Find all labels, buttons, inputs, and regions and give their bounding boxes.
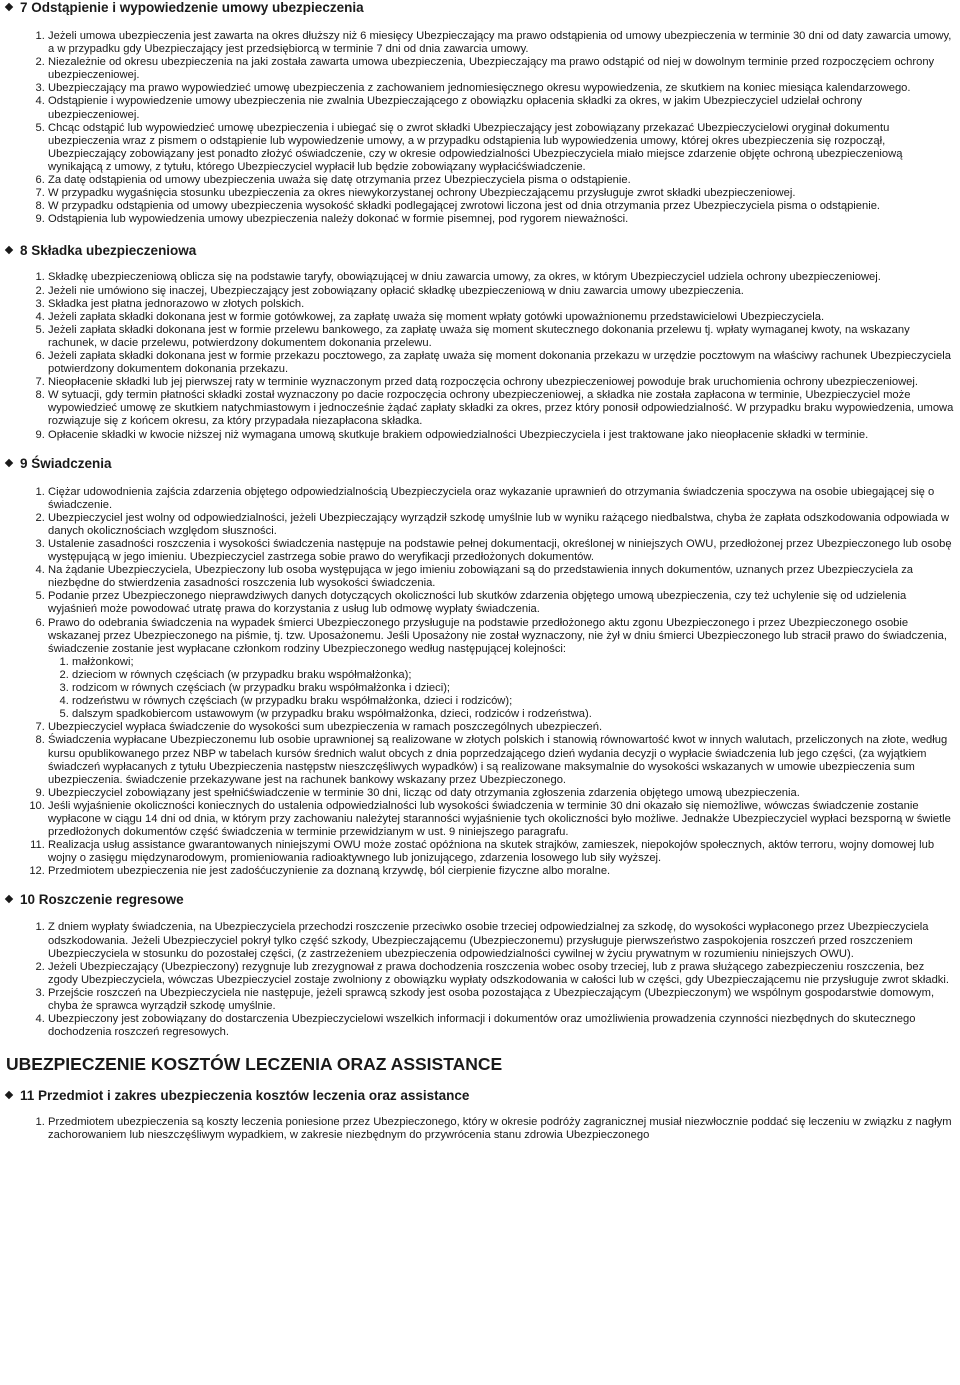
list-item: 4. Na żądanie Ubezpieczyciela, Ubezpieczony lub osoba występująca w jego imieniu zobowiązani są do przedstawienia innych dokumentów, uznanych przez Ubezpieczyciela za niezbędne do stwierdzenia zasadności roszczenia lub wysokości świadczenia. <box>48 564 956 590</box>
list-item: 11. Realizacja usług assistance gwarantowanych niniejszymi OWU może zostać opóźniona na skutek strajków, zamieszek, niepokojów społecznych, aktów terroru, wojny domowej lub wojny o zasięgu międzynarodowym, promieniowania radioaktywnego lub jonizującego, zdarzenia losowego lub siły wyższej. <box>48 839 956 865</box>
sublist-item: 4. rodzeństwu w równych częściach (w przypadku braku współmałżonka, dzieci i rodziców); <box>72 695 956 708</box>
list-item: 7. Nieopłacenie składki lub jej pierwszej raty w terminie wyznaczonym przed datą rozpoczęcia ochrony ubezpieczeniowej powoduje brak uruchomienia ochrony ubezpieczeniowej. <box>48 376 956 389</box>
section-heading-8: 8 Składka ubezpieczeniowa <box>4 243 956 259</box>
list-item: 5. Chcąc odstąpić lub wypowiedzieć umowę ubezpieczenia i ubiegać się o zwrot składki Ubezpieczający jest zobowiązany przekazać Ubezpieczycielowi oryginał dokumentu ubezpieczenia wraz z pismem o odstąpienie lub wypowiedzenie umowy, a w przypadku odstąpienia lub wypowiedzenia umowy, której okres ubezpieczenia się rozpoczął, Ubezpieczający zobowiązany jest ponadto złożyć oświadczenie, czy w okresie odpowiedzialności Ubezpieczyciela miało miejsce zdarzenie objęte ochroną ubezpieczeniową wynikającą z umowy, z tytułu, którego Ubezpieczyciel wypłacił lub będzie zobowiązany wypłacićświadczenie. <box>48 122 956 174</box>
section-heading-10: 10 Roszczenie regresowe <box>4 892 956 908</box>
sublist-item: 5. dalszym spadkobiercom ustawowym (w przypadku braku współmałżonka, dzieci, rodziców i rodzeństwa). <box>72 708 956 721</box>
section-8-list <box>4 271 956 441</box>
list-item: 1. Składkę ubezpieczeniową oblicza się na podstawie taryfy, obowiązującej w dniu zawarcia umowy, za okres, w którym Ubezpieczyciel udziela ochrony ubezpieczeniowej. <box>48 271 956 284</box>
sublist-item: 2. dzieciom w równych częściach (w przypadku braku współmałżonka); <box>72 669 956 682</box>
section-heading-11: 11 Przedmiot i zakres ubezpieczenia kosztów leczenia oraz assistance <box>4 1088 956 1104</box>
list-item: 3. Przejście roszczeń na Ubezpieczyciela nie następuje, jeżeli sprawcą szkody jest osoba pozostająca z Ubezpieczającym (Ubezpieczonym) we wspólnym gospodarstwie domowym, chyba że sprawca wyrządził szkodę umyślnie. <box>48 987 956 1013</box>
list-item: 3. Ustalenie zasadności roszczenia i wysokości świadczenia następuje na podstawie pełnej dokumentacji, określonej w niniejszych OWU, przedłożonej przez Ubezpieczonego lub osobę występującą w jego imieniu. Ubezpieczyciel zastrzega sobie prawo do weryfikacji przedłożonych dokumentów. <box>48 538 956 564</box>
list-item: 7. Ubezpieczyciel wypłaca świadczenie do wysokości sum ubezpieczenia w ramach poszczególnych ubezpieczeń. <box>48 721 956 734</box>
list-item-text: Prawo do odebrania świadczenia na wypadek śmierci Ubezpieczonego przysługuje na podstawie przedłożonego aktu zgonu Ubezpieczonego i przez Ubezpieczonego osobie wskazanej przez Ubezpieczonego na piśmie, tj. tzw. Uposażonemu. Jeśli Uposażony nie został wyznaczony, nie żył w dniu śmierci Ubezpieczonego lub stracił prawo do świadczenia, świadczenie zostanie jest wypłacane członkom rodziny Ubezpieczonego według następującej kolejności: <box>48 616 947 655</box>
list-item: 8. W przypadku odstąpienia od umowy ubezpieczenia wysokość składki podlegającej zwrotowi liczona jest od dnia otrzymania przez Ubezpieczyciela pisma o odstąpienie. <box>48 200 956 213</box>
list-item: 1. Ciężar udowodnienia zajścia zdarzenia objętego odpowiedzialnością Ubezpieczyciela oraz wykazanie uprawnień do otrzymania świadczenia spoczywa na osobie ubiegającej się o świadczenie. <box>48 486 956 512</box>
list-item: 3. Składka jest płatna jednorazowo w złotych polskich. <box>48 298 956 311</box>
list-item: 1. Z dniem wypłaty świadczenia, na Ubezpieczyciela przechodzi roszczenie przeciwko osobie trzeciej odpowiedzialnej za szkodę, do wysokości wypłaconego przez Ubezpieczyciela odszkodowania. Jeżeli Ubezpieczyciel pokrył tylko część szkody, Ubezpieczającemu (Ubezpieczonemu) przysługuje pierwszeństwo zaspokojenia roszczeń przed roszczeniem Ubezpieczyciela w stosunku do pozostałej części, (z zastrzeżeniem ubezpieczenia odpowiedzialności cywilnej w życiu prywatnym w rozumieniu niniejszych OWU). <box>48 921 956 960</box>
section-11-list <box>4 1116 956 1142</box>
list-item: 2. Ubezpieczyciel jest wolny od odpowiedzialności, jeżeli Ubezpieczający wyrządził szkodę umyślnie lub w wyniku rażącego niedbalstwa, chyba że zapłata odszkodowania odpowiada w danych okolicznościach względom słuszności. <box>48 512 956 538</box>
section-9-list <box>4 486 956 879</box>
list-item: 9. Opłacenie składki w kwocie niższej niż wymagana umową skutkuje brakiem odpowiedzialności Ubezpieczyciela i jest traktowane jako nieopłacenie składki w terminie. <box>48 429 956 442</box>
list-item: 2. Niezależnie od okresu ubezpieczenia na jaki została zawarta umowa ubezpieczenia, Ubezpieczający ma prawo odstąpić od niej w dowolnym terminie przed rozpoczęciem ochrony ubezpieczeniowej. <box>48 56 956 82</box>
list-item: 5. Jeżeli zapłata składki dokonana jest w formie przelewu bankowego, za zapłatę uważa się moment skutecznego dokonania przelewu tj. wpłaty wymaganej kwoty, na wskazany rachunek, w dacie przelewu, potwierdzony dokumentem dokonania przelewu. <box>48 324 956 350</box>
sublist-item: 1. małżonkowi; <box>72 656 956 669</box>
list-item: 4. Odstąpienie i wypowiedzenie umowy ubezpieczenia nie zwalnia Ubezpieczającego z obowiązku opłacenia składki za okres, w jakim Ubezpieczyciel udzielał ochrony ubezpieczeniowej. <box>48 95 956 121</box>
section-heading-7: 7 Odstąpienie i wypowiedzenie umowy ubezpieczenia <box>4 0 956 16</box>
section-heading-9: 9 Świadczenia <box>4 456 956 472</box>
list-item: 5. Podanie przez Ubezpieczonego nieprawdziwych danych dotyczących okoliczności lub skutków zdarzenia objętego umową ubezpieczenia, czy też uchylenie się od udzielenia wyjaśnień może powodować utratę prawa do korzystania z usług lub odmowę wypłaty świadczenia. <box>48 590 956 616</box>
list-item: 8. Świadczenia wypłacane Ubezpieczonemu lub osobie uprawnionej są realizowane w złotych polskich i stanowią równowartość kwot w innych walutach, przeliczonych na złote, według kursu opublikowanego przez NBP w tabelach kursów średnich walut obcych z dnia poprzedzającego dzień wydania decyzji o wypłacie świadczenia lub jego części, (za wyjątkiem świadczeń wypłacanych z tytułu Ubezpieczenia następstw nieszczęśliwych wypadków) i są realizowane maksymalnie do wysokości wskazanych w umowie ubezpieczenia sum ubezpieczenia. świadczenie przekazywane jest na rachunek bankowy wskazany przez Ubezpieczonego. <box>48 734 956 786</box>
list-item: 12. Przedmiotem ubezpieczenia nie jest zadośćuczynienie za doznaną krzywdę, ból cierpienie fizyczne albo moralne. <box>48 865 956 878</box>
list-item: 2. Jeżeli nie umówiono się inaczej, Ubezpieczający jest zobowiązany opłacić składkę ubezpieczeniową w dniu zawarcia umowy ubezpieczenia. <box>48 285 956 298</box>
list-item: 4. Jeżeli zapłata składki dokonana jest w formie gotówkowej, za zapłatę uważa się moment wpłaty gotówki upoważnionemu przedstawicielowi Ubezpieczyciela. <box>48 311 956 324</box>
list-item: 1. Jeżeli umowa ubezpieczenia jest zawarta na okres dłuższy niż 6 miesięcy Ubezpieczający ma prawo odstąpienia od umowy ubezpieczenia w terminie 30 dni od daty zawarcia umowy, a w przypadku gdy Ubezpieczający jest przedsiębiorcą w terminie 7 dni od dnia zawarcia umowy. <box>48 30 956 56</box>
section-7-list <box>4 30 956 226</box>
list-item: 2. Jeżeli Ubezpieczający (Ubezpieczony) rezygnuje lub zrezygnował z prawa dochodzenia roszczenia wobec osoby trzeciej, lub z prawa służącego zabezpieczeniu roszczenia, bez zgody Ubezpieczyciela, wówczas Ubezpieczyciel zostaje zwolniony z obowiązku wypłaty odszkodowania w całości lub w części, gdy Ubezpieczającemu nie przysługuje zwrot składki. <box>48 961 956 987</box>
list-item: 4. Ubezpieczony jest zobowiązany do dostarczenia Ubezpieczycielowi wszelkich informacji i dokumentów oraz umożliwienia prowadzenia czynności niezbędnych do skutecznego dochodzenia roszczeń regresowych. <box>48 1013 956 1039</box>
heirs-sublist <box>48 656 956 721</box>
section-10-list <box>4 921 956 1039</box>
list-item: 7. W przypadku wygaśnięcia stosunku ubezpieczenia za okres niewykorzystanej ochrony Ubezpieczającemu przysługuje zwrot składki ubezpieczeniowej. <box>48 187 956 200</box>
list-item: 10. Jeśli wyjaśnienie okoliczności koniecznych do ustalenia odpowiedzialności lub wysokości świadczenia w terminie 30 dni okazało się niemożliwe, wówczas świadczenie zostanie wypłacone w ciągu 14 dni od dnia, w którym przy zachowaniu należytej staranności wyjaśnienie tych okoliczności było możliwe. Jednakże Ubezpieczyciel wypłaci bezsporną w świetle przedłożonych dokumentów część świadczenia w terminie przewidzianym w ust. 9 niniejszego paragrafu. <box>48 800 956 839</box>
list-item: 1. Przedmiotem ubezpieczenia są koszty leczenia poniesione przez Ubezpieczonego, który w okresie podróży zagranicznej musiał niezwłocznie poddać się leczeniu w związku z nagłym zachorowaniem lub nieszczęśliwym wypadkiem, w zakresie niezbędnym do przywrócenia stanu zdrowia Ubezpieczonego <box>48 1116 956 1142</box>
list-item: 6. Za datę odstąpienia od umowy ubezpieczenia uważa się datę otrzymania przez Ubezpieczyciela pisma o odstąpienie. <box>48 174 956 187</box>
list-item: 3. Ubezpieczający ma prawo wypowiedzieć umowę ubezpieczenia z zachowaniem jednomiesięcznego okresu wypowiedzenia, ze skutkiem na koniec miesiąca kalendarzowego. <box>48 82 956 95</box>
list-item: 8. W sytuacji, gdy termin płatności składki został wyznaczony po dacie rozpoczęcia ochrony ubezpieczeniowej, a składka nie została zapłacona w terminie, Ubezpieczyciel może wypowiedzieć umowę ze skutkiem natychmiastowym i jednocześnie żądać zapłaty składki za okres, przez który ponosił odpowiedzialność. W przypadku braku wypowiedzenia, umowa rozwiązuje się z końcem okresu, za który przypadała niezapłacona składka. <box>48 389 956 428</box>
list-item: 9. Odstąpienia lub wypowiedzenia umowy ubezpieczenia należy dokonać w formie pisemnej, pod rygorem nieważności. <box>48 213 956 226</box>
list-item: 9. Ubezpieczyciel zobowiązany jest spełnićświadczenie w terminie 30 dni, licząc od daty otrzymania zgłoszenia zdarzenia objętego umową ubezpieczenia. <box>48 787 956 800</box>
main-heading: UBEZPIECZENIE KOSZTÓW LECZENIA ORAZ ASSISTANCE <box>6 1054 503 1075</box>
list-item <box>48 617 956 722</box>
sublist-item: 3. rodzicom w równych częściach (w przypadku braku współmałżonka i dzieci); <box>72 682 956 695</box>
list-item: 6. Jeżeli zapłata składki dokonana jest w formie przekazu pocztowego, za zapłatę uważa się moment dokonania przekazu w urzędzie pocztowym na właściwy rachunek Ubezpieczyciela potwierdzony dokumentem dokonania przekazu. <box>48 350 956 376</box>
